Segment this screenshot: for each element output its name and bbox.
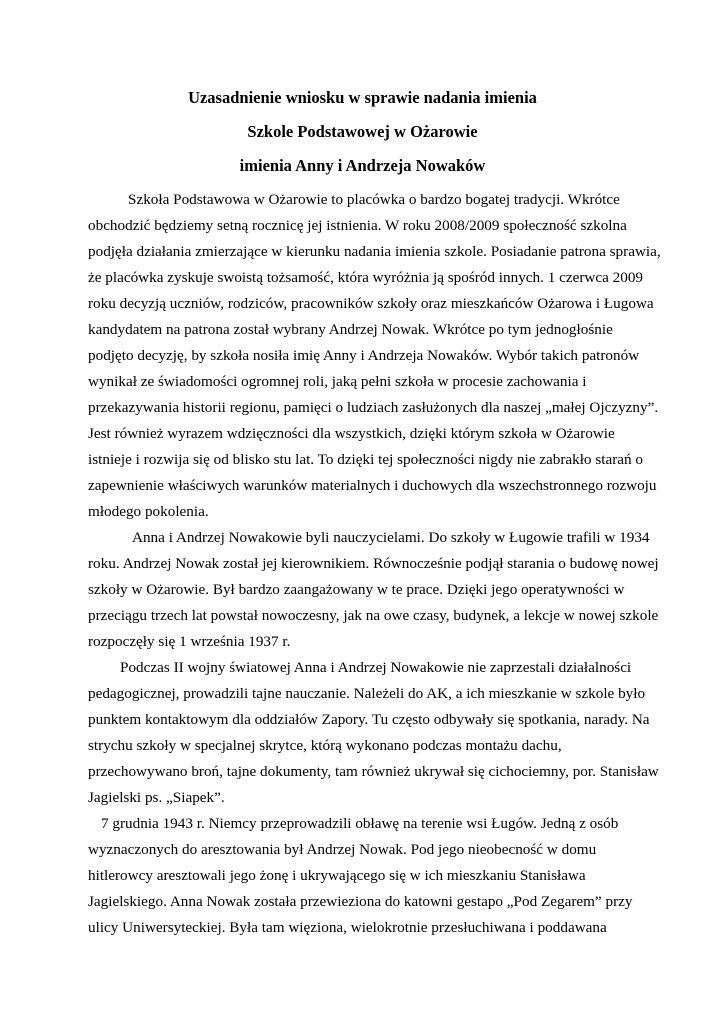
document-title-line-2: Szkole Podstawowej w Ożarowie	[247, 122, 478, 141]
paragraph-line: 7 grudnia 1943 r. Niemcy przeprowadzili obławę na terenie wsi Ługów. Jedną z osób	[101, 815, 619, 832]
paragraph-line: przechowywano broń, tajne dokumenty, tam również ukrywał się cichociemny, por. Stanisław	[88, 763, 659, 780]
paragraph-line: roku. Andrzej Nowak został jej kierownikiem. Równocześnie podjął starania o budowę nowej	[88, 555, 659, 572]
paragraph-line: zapewnienie właściwych warunków materialnych i duchowych dla wszechstronnego rozwoju	[88, 477, 657, 494]
paragraph-line: Jagielski ps. „Siapek”.	[88, 789, 225, 806]
paragraph-line: obchodzić będziemy setną rocznicę jej istnienia. W roku 2008/2009 społeczność szkolna	[88, 217, 627, 234]
paragraph-line: roku decyzją uczniów, rodziców, pracowników szkoły oraz mieszkańców Ożarowa i Ługowa	[88, 295, 654, 312]
paragraph-line: Jagielskiego. Anna Nowak została przewieziona do katowni gestapo „Pod Zegarem” przy	[88, 893, 633, 910]
paragraph-line: wynikał ze świadomości ogromnej roli, jaką pełni szkoła w procesie zachowania i	[88, 373, 587, 390]
paragraph-line: przekazywania historii regionu, pamięci o ludziach zasłużonych dla naszej „małej Ojczyzny”.	[88, 399, 659, 416]
paragraph-line: przeciągu trzech lat powstał nowoczesny, jak na owe czasy, budynek, a lekcje w nowej szkole	[88, 607, 659, 624]
paragraph-line: ulicy Uniwersyteckiej. Była tam więziona, wielokrotnie przesłuchiwana i poddawana	[88, 919, 607, 936]
paragraph-line: szkoły w Ożarowie. Był bardzo zaangażowany w te prace. Dzięki jego operatywności w	[88, 581, 625, 598]
paragraph-line: podjęto decyzję, by szkoła nosiła imię Anny i Andrzeja Nowaków. Wybór takich patronów	[88, 347, 640, 364]
paragraph-line: pedagogicznej, prowadzili tajne nauczanie. Należeli do AK, a ich mieszkanie w szkole było	[88, 685, 646, 702]
paragraph-line: istnieje i rozwija się od blisko stu lat. To dzięki tej społeczności nigdy nie zabrakło starań o	[88, 451, 643, 468]
paragraph-line: Podczas II wojny światowej Anna i Andrzej Nowakowie nie zaprzestali działalności	[120, 659, 632, 676]
paragraph-line: Szkoła Podstawowa w Ożarowie to placówka o bardzo bogatej tradycji. Wkrótce	[128, 191, 620, 208]
document-title-line-3: imienia Anny i Andrzeja Nowaków	[239, 156, 486, 175]
paragraph-line: że placówka zyskuje swoistą tożsamość, która wyróżnia ją spośród innych. 1 czerwca 2009	[88, 269, 644, 286]
paragraph-line: młodego pokolenia.	[88, 503, 209, 520]
paragraph-line: strychu szkoły w specjalnej skrytce, którą wykonano podczas montażu dachu,	[88, 737, 562, 754]
paragraph-line: wyznaczonych do aresztowania był Andrzej Nowak. Pod jego nieobecność w domu	[88, 841, 597, 858]
paragraph-line: hitlerowcy aresztowali jego żonę i ukrywającego się w ich mieszkaniu Stanisława	[88, 867, 586, 884]
paragraph-line: rozpoczęły się 1 września 1937 r.	[88, 633, 291, 650]
paragraph-line: punktem kontaktowym dla oddziałów Zapory. Tu często odbywały się spotkania, narady. Na	[88, 711, 650, 728]
paragraph-line: Anna i Andrzej Nowakowie byli nauczycielami. Do szkoły w Ługowie trafili w 1934	[132, 529, 650, 546]
paragraph-line: Jest również wyrazem wdzięczności dla wszystkich, dzięki którym szkoła w Ożarowie	[88, 425, 615, 442]
paragraph-line: kandydatem na patrona został wybrany Andrzej Nowak. Wkrótce po tym jednogłośnie	[88, 321, 613, 338]
paragraph-line: podjęła działania zmierzające w kierunku nadania imienia szkole. Posiadanie patrona sprawia,	[88, 243, 661, 260]
document-title-line-1: Uzasadnienie wniosku w sprawie nadania imienia	[188, 88, 537, 107]
